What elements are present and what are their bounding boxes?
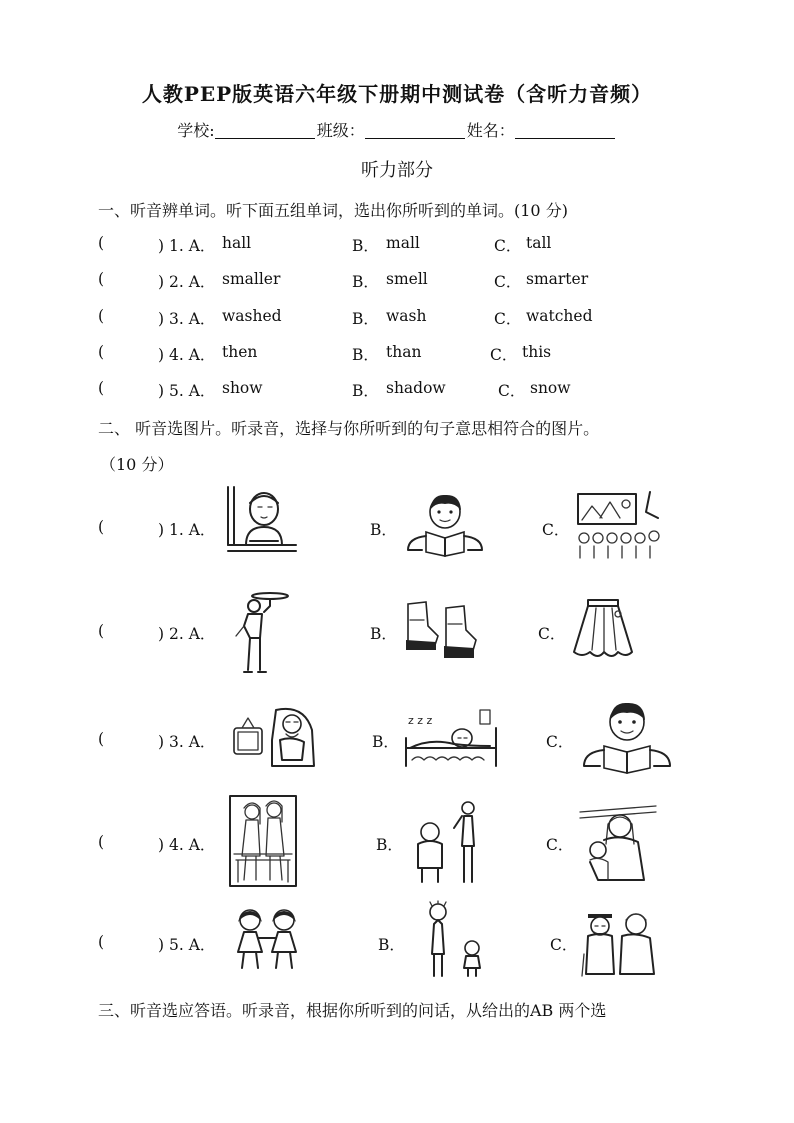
option-c: tall [526, 234, 552, 252]
audience-watching-show-picture[interactable] [572, 488, 664, 562]
class-blank[interactable] [365, 122, 465, 139]
option-b: than [386, 343, 422, 361]
answer-paren[interactable]: ( [98, 730, 105, 748]
option-b: smell [386, 270, 428, 288]
option-a: smaller [222, 270, 281, 288]
option-c-label: C． [550, 936, 578, 954]
option-a: hall [222, 234, 252, 252]
answer-paren[interactable]: ( [98, 833, 105, 851]
option-c: smarter [526, 270, 589, 288]
option-b-label: B． [352, 346, 379, 364]
question-number: ) 4. A． [158, 836, 216, 854]
girl-at-window-picture[interactable] [224, 485, 300, 563]
question-number: ) 1. A． [158, 237, 216, 255]
section2-points: （10 分） [100, 455, 174, 474]
name-label: 姓名： [466, 121, 515, 140]
option-c: watched [526, 307, 593, 325]
answer-paren[interactable]: ( [98, 270, 105, 288]
option-c-label: C． [494, 273, 522, 291]
answer-paren[interactable]: ( [98, 343, 105, 361]
school-label: 学校: [177, 121, 215, 140]
question-number: ) 1. A． [158, 521, 216, 539]
option-c: this [522, 343, 552, 361]
section1-heading: 一、听音辨单词。听下面五组单词，选出你所听到的单词。(10 分) [98, 201, 568, 220]
option-a: then [222, 343, 258, 361]
answer-paren[interactable]: ( [98, 518, 105, 536]
option-b-label: B． [352, 310, 379, 328]
tall-and-short-kids-picture[interactable] [420, 900, 490, 980]
grandpa-watching-tv-picture[interactable] [228, 700, 324, 772]
waiter-with-tray-picture[interactable] [230, 590, 294, 678]
option-a: washed [222, 307, 282, 325]
part-title: 听力部分 [361, 160, 433, 181]
option-c-label: C． [498, 382, 526, 400]
question-number: ) 4. A． [158, 346, 216, 364]
two-women-talking-picture[interactable] [228, 794, 298, 888]
answer-paren[interactable]: ( [98, 234, 105, 252]
boy-reading-book-picture[interactable] [580, 700, 674, 776]
question-number: ) 5. A． [158, 936, 216, 954]
class-label: 班级： [316, 121, 365, 140]
question-number: ) 2. A． [158, 625, 216, 643]
option-b: wash [386, 307, 427, 325]
answer-paren[interactable]: ( [98, 379, 105, 397]
option-c-label: C． [490, 346, 518, 364]
option-b: mall [386, 234, 420, 252]
old-couple-picture[interactable] [580, 904, 662, 978]
student-info-line [0, 118, 794, 141]
answer-paren[interactable]: ( [98, 933, 105, 951]
option-b-label: B． [370, 521, 397, 539]
short-and-tall-people-picture[interactable] [408, 798, 484, 886]
option-b-label: B． [378, 936, 405, 954]
section2-heading: 二、 听音选图片。听录音，选择与你所听到的句子意思相符合的图片。 [98, 419, 600, 438]
option-b-label: B． [352, 273, 379, 291]
option-b-label: B． [370, 625, 397, 643]
option-b-label: B． [372, 733, 399, 751]
page-title: 人教PEP版英语六年级下册期中测试卷（含听力音频） [141, 82, 653, 106]
option-c-label: C． [546, 836, 574, 854]
option-c-label: C． [494, 237, 522, 255]
question-number: ) 3. A． [158, 733, 216, 751]
skirt-picture[interactable] [570, 594, 636, 664]
option-c-label: C． [494, 310, 522, 328]
option-b-label: B． [376, 836, 403, 854]
option-b-label: B． [352, 382, 379, 400]
mother-and-child-picture[interactable] [578, 804, 658, 884]
boy-reading-book-picture[interactable] [404, 492, 486, 558]
answer-paren[interactable]: ( [98, 622, 105, 640]
svg-text:z z z: z z z [408, 714, 433, 727]
question-number: ) 2. A． [158, 273, 216, 291]
option-b: shadow [386, 379, 446, 397]
answer-paren[interactable]: ( [98, 307, 105, 325]
option-c-label: C． [538, 625, 566, 643]
option-c-label: C． [546, 733, 574, 751]
option-a: show [222, 379, 263, 397]
question-number: ) 3. A． [158, 310, 216, 328]
question-number: ) 5. A． [158, 382, 216, 400]
option-b-label: B． [352, 237, 379, 255]
school-blank[interactable] [215, 122, 315, 139]
option-c: snow [530, 379, 571, 397]
option-c-label: C． [542, 521, 570, 539]
section3-heading: 三、听音选应答语。听录音，根据你所听到的问话，从给出的AB 两个选 [98, 1001, 607, 1020]
name-blank[interactable] [515, 122, 615, 139]
shoes-picture[interactable] [400, 596, 482, 662]
child-sleeping-picture[interactable] [400, 704, 504, 776]
two-girls-holding-hands-picture[interactable] [232, 904, 304, 974]
